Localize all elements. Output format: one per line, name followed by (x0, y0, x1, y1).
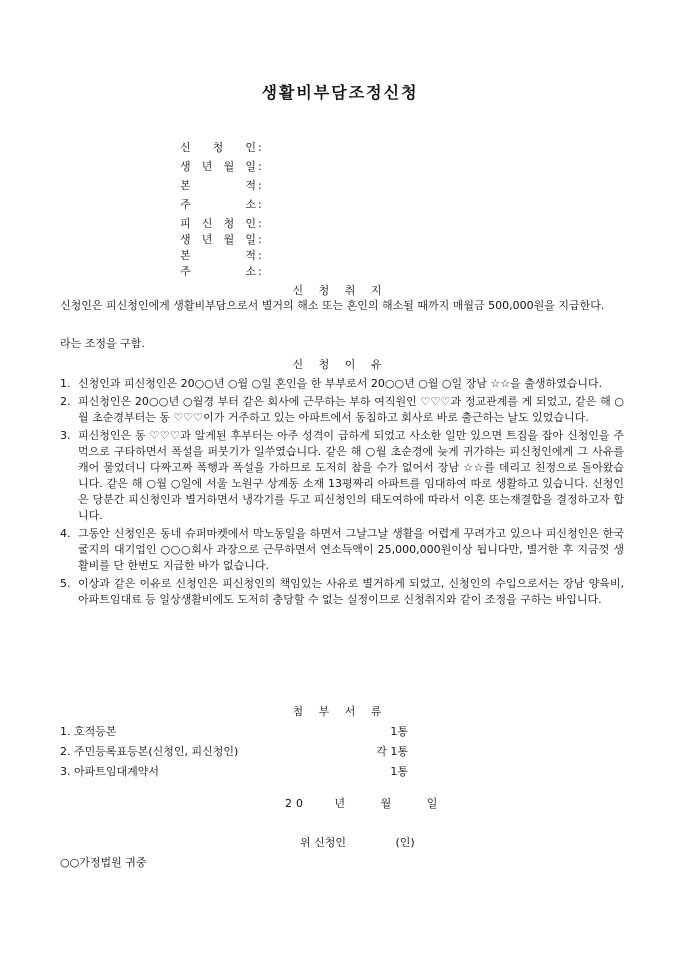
date-year-unit: 년 (334, 797, 350, 810)
attachment-name: 3. 아파트임대계약서 (60, 765, 159, 778)
attachment-name: 2. 주민등록표등본(신청인, 피신청인) (60, 745, 239, 758)
attachment-item (60, 742, 420, 762)
reason-number: 5. (60, 577, 71, 590)
date-day-unit: 일 (426, 797, 442, 810)
info-label: 본 적 (180, 179, 256, 192)
info-label: 생 년 월 일 (180, 233, 256, 246)
seal-mark: (인) (395, 836, 415, 849)
info-row-applicant (180, 140, 480, 156)
reason-list (60, 376, 624, 610)
info-colon: : (258, 217, 262, 230)
reason-number: 3. (60, 429, 71, 442)
info-label: 신 청 인 (180, 141, 256, 154)
reason-item (60, 428, 624, 524)
reason-text: 신청인과 피신청인은 20○○년 ○월 ○일 혼인을 한 부부로서 20○○년 ○월 ○일 장남 ☆☆을 출생하였습니다. (78, 377, 603, 390)
info-row-respondent (180, 216, 480, 232)
reason-number: 1. (60, 377, 71, 390)
filing-date (285, 795, 441, 811)
info-row-applicant-domicile (180, 178, 480, 194)
info-colon: : (258, 160, 262, 173)
reason-number: 2. (60, 395, 71, 408)
court-addressee: ○○가정법원 귀중 (60, 856, 147, 869)
reason-item (60, 526, 624, 574)
attachment-name: 1. 호적등본 (60, 725, 117, 738)
reason-text: 이상과 같은 이유로 신청인은 피신청인의 책임있는 사유로 별거하게 되었고, 신청인의 수입으로서는 장남 양육비, 아파트임대료 등 일상생활비에도 도저히 충당할 수 없는 실정이므로 신청취지와 같이 조정을 구하는 바입니다. (78, 577, 624, 606)
attachment-count: 1통 (390, 765, 408, 778)
reason-item (60, 576, 624, 608)
attachment-item (60, 722, 420, 742)
info-colon: : (258, 198, 262, 211)
reason-number: 4. (60, 527, 71, 540)
attachment-item (60, 762, 420, 782)
reason-text: 그동안 신청인은 동네 슈퍼마켓에서 막노동일을 하면서 그날그날 생활을 어렵게 꾸려가고 있으나 피신청인은 한국 굴지의 대기업인 ○○○회사 과장으로 근무하면서 연소득액이 25,000,000원이상 됩니다만, 별거한 후 지금껏 생활비를 단 한번도 지급한 바가 없습니다. (78, 527, 624, 572)
info-label: 주 소 (180, 198, 256, 211)
signature-label: 위 신청인 (300, 836, 347, 849)
date-month-unit: 월 (380, 797, 396, 810)
purpose-text: 신청인은 피신청인에게 생활비부담으로서 별거의 해소 또는 혼인의 해소될 때까지 매월금 500,000원을 지급한다. (60, 299, 605, 312)
info-row-applicant-birthdate (180, 159, 480, 175)
info-row-respondent-address (180, 264, 480, 280)
attachment-list (60, 722, 420, 782)
info-label: 주 소 (180, 265, 256, 278)
info-row-respondent-birthdate (180, 232, 480, 248)
reason-item (60, 376, 624, 392)
purpose-heading: 신 청 취 지 (292, 284, 388, 297)
info-label: 피 신 청 인 (180, 217, 256, 230)
attachment-count: 1통 (390, 725, 408, 738)
attachments-heading: 첨 부 서 류 (292, 705, 388, 718)
info-row-respondent-domicile (180, 248, 480, 264)
document-title: 생활비부담조정신청 (261, 83, 419, 102)
info-colon: : (258, 141, 262, 154)
reason-item (60, 394, 624, 426)
attachment-count: 각 1통 (376, 745, 408, 758)
info-label: 생 년 월 일 (180, 160, 256, 173)
info-row-applicant-address (180, 197, 480, 213)
purpose-closing: 라는 조정을 구함. (60, 337, 145, 350)
info-colon: : (258, 265, 262, 278)
info-label: 본 적 (180, 249, 256, 262)
party-info-block (180, 140, 480, 280)
info-colon: : (258, 233, 262, 246)
info-colon: : (258, 249, 262, 262)
reason-text: 피신청인은 동 ♡♡♡과 알게된 후부터는 아주 성격이 급하게 되었고 사소한 일만 있으면 트집을 잡아 신청인을 주먹으로 구타하면서 폭설을 퍼붓기가 일쑤였습니다. 같은 해 ○월 초순경에 늦게 귀가하는 피신청인에게 그 사유를 캐어 물었더니 다짜고짜 폭행과 폭설을 가하므로 도저히 참을 수가 없어서 장남 ☆☆를 데리고 친정으로 돌아왔습니다. 같은 해 ○월 ○일에 서울 노원구 상계동 소재 13평짜리 아파트를 임대하여 따로 생활하고 있습니다. 신청인은 당분간 피신청인과 별거하면서 냉각기를 두고 피신청인의 태도여하에 따라서 이혼 또는재결합을 결정하고자 합니다. (78, 429, 624, 522)
reason-heading: 신 청 이 유 (292, 358, 388, 371)
reason-text: 피신청인은 20○○년 ○월경 부터 같은 회사에 근무하는 부하 여직원인 ♡♡♡과 정교관계를 게 되었고, 같은 해 ○월 초순경부터는 동 ♡♡♡이가 거주하고 있는 아파트에서 동침하고 회사로 바로 출근하는 날도 있었습니다. (78, 395, 624, 424)
date-year: 20 (285, 797, 307, 810)
signature-line (300, 834, 415, 850)
info-colon: : (258, 179, 262, 192)
